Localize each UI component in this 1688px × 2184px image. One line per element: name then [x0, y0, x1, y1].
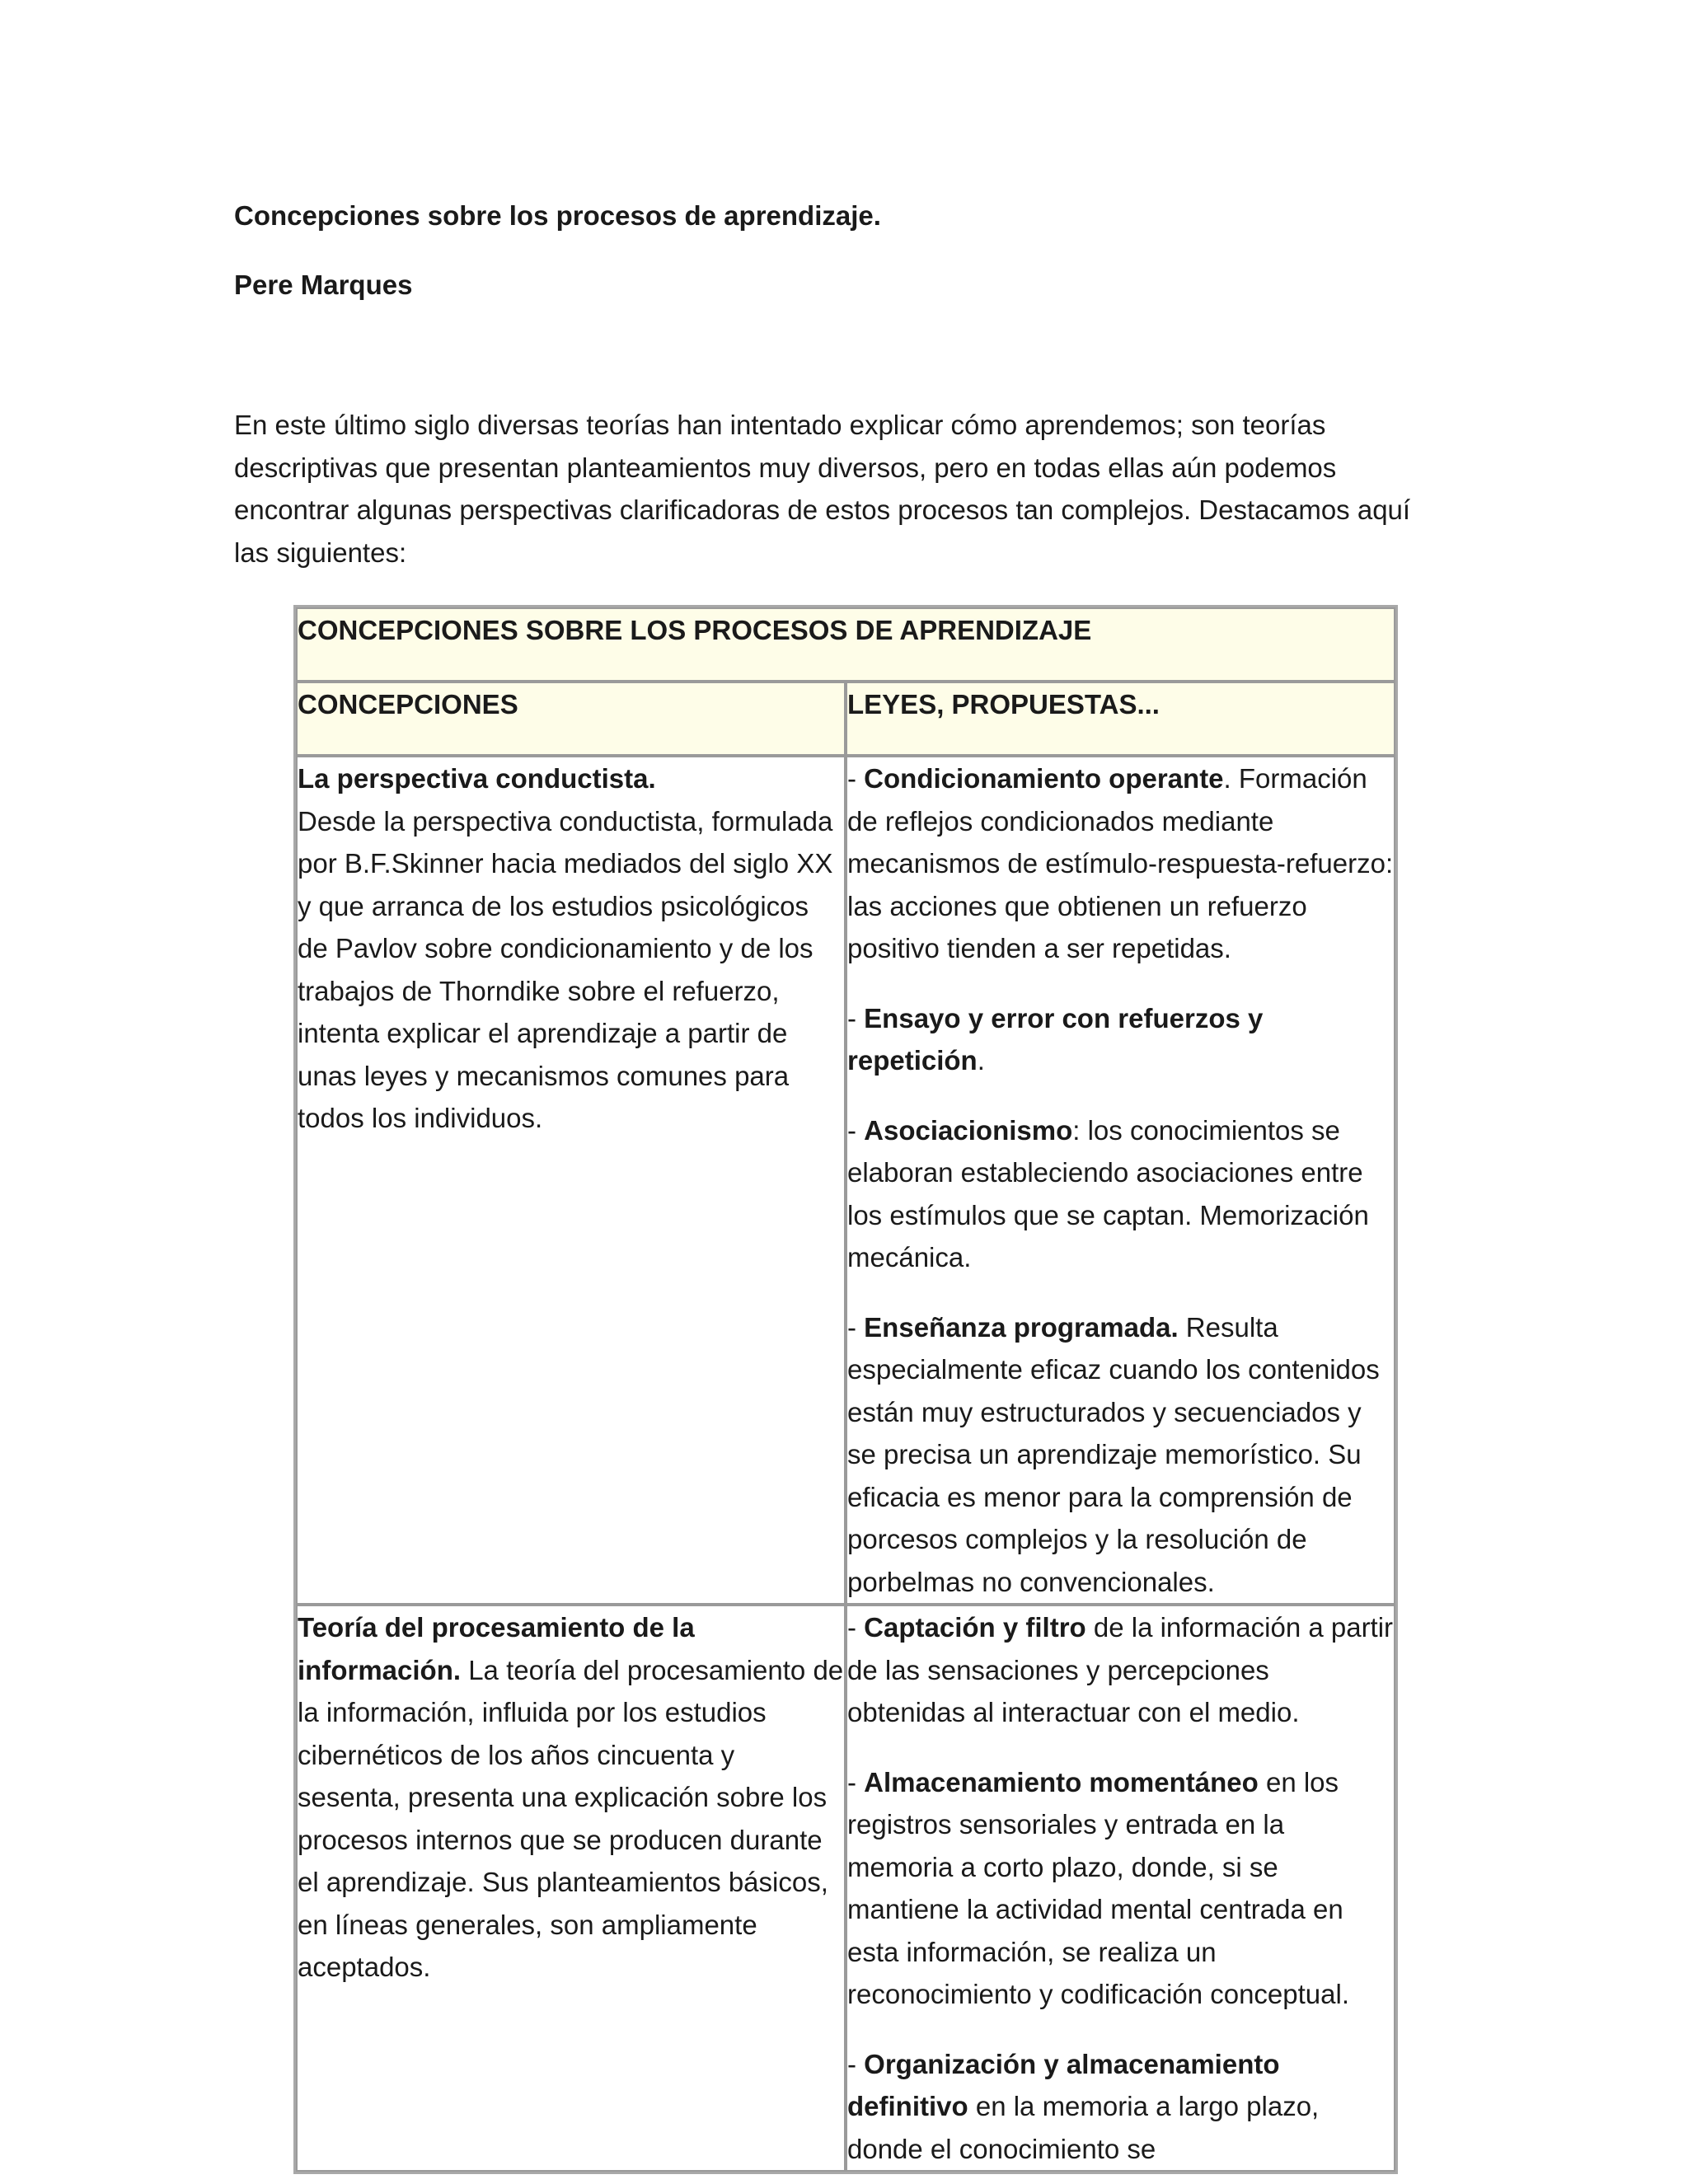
- document-title: Concepciones sobre los procesos de aprendizaje.: [234, 200, 881, 231]
- intro-paragraph: En este último siglo diversas teorías han intentado explicar cómo aprendemos; son teorías descriptivas que presentan planteamientos muy diversos, pero en todas ellas aún podemos encontrar algunas perspectivas clarificadoras de estos procesos tan complejos. Destacamos aquí las siguientes:: [234, 410, 1411, 568]
- item-term: Asociacionismo: [864, 1114, 1073, 1146]
- list-item: - Captación y filtro de la información a partir de las sensaciones y percepciones obtenidas al interactuar con el medio.: [847, 1612, 1394, 1727]
- list-item: - Asociacionismo: los conocimientos se elaboran estableciendo asociaciones entre los estímulos que se captan. Memorización mecánica.: [847, 1114, 1369, 1272]
- document-author: Pere Marques: [234, 269, 413, 300]
- concept-text: Desde la perspectiva conductista, formulada por B.F.Skinner hacia mediados del siglo XX y que arranca de los estudios psicológicos de Pavlov sobre condicionamiento y de los trabajos de Thorndike sobre el refuerzo, intenta explicar el aprendizaje a partir de unas leyes y mecanismos comunes para todos los individuos.: [298, 805, 833, 1133]
- concept-text: La teoría del procesamiento de la información, influida por los estudios cibernéticos de los años cincuenta y sesenta, presenta una explicación sobre los procesos internos que se producen durante el aprendizaje. Sus planteamientos básicos, en líneas generales, son ampliamente aceptados.: [298, 1654, 844, 1982]
- item-term: Organización y almacenamiento definitivo: [847, 2048, 1280, 2121]
- concept-cell: [296, 756, 846, 1605]
- table-header-row: [296, 682, 1395, 756]
- table-row: [296, 1605, 1395, 2172]
- item-text: Resulta especialmente eficaz cuando los contenidos están muy estructurados y secuenciados y se precisa un aprendizaje memorístico. Su eficacia es menor para la comprensión de porcesos complejos y la resolución de porbelmas no convencionales.: [847, 1311, 1380, 1597]
- item-term: Captación y filtro: [864, 1612, 1086, 1643]
- item-term: Ensayo y error con refuerzos y repetición: [847, 1002, 1264, 1076]
- laws-cell: [846, 756, 1395, 1605]
- item-term: Almacenamiento momentáneo: [864, 1766, 1259, 1797]
- item-text: en la memoria a largo plazo, donde el conocimiento se: [847, 2091, 1320, 2164]
- table-row: [296, 756, 1395, 1605]
- item-text: en los registros sensoriales y entrada en la memoria a corto plazo, donde, si se mantiene la actividad mental centrada en esta información, se realiza un reconocimiento y codificación conceptual.: [847, 1766, 1350, 2009]
- column-header-concepciones: CONCEPCIONES: [296, 682, 846, 756]
- item-term: Condicionamiento operante: [864, 763, 1224, 794]
- list-item: - Enseñanza programada. Resulta especialmente eficaz cuando los contenidos están muy estructurados y secuenciados y se precisa un aprendizaje memorístico. Su eficacia es menor para la comprensión de porcesos complejos y la resolución de porbelmas no convencionales.: [847, 1311, 1380, 1597]
- item-text: : los conocimientos se elaboran estableciendo asociaciones entre los estímulos que se captan. Memorización mecánica.: [847, 1114, 1369, 1272]
- item-text: . Formación de reflejos condicionados mediante mecanismos de estímulo-respuesta-refuerzo: las acciones que obtienen un refuerzo positivo tienden a ser repetidas.: [847, 763, 1394, 963]
- item-text: de la información a partir de las sensaciones y percepciones obtenidas al interactuar con el medio.: [847, 1612, 1394, 1727]
- list-item: - Ensayo y error con refuerzos y repetición.: [847, 1002, 1264, 1076]
- concept-cell: [296, 1605, 846, 2172]
- list-item: - Organización y almacenamiento definitivo en la memoria a largo plazo, donde el conocimiento se: [847, 2048, 1320, 2164]
- column-header-leyes: LEYES, PROPUESTAS...: [846, 682, 1395, 756]
- list-item: - Almacenamiento momentáneo en los registros sensoriales y entrada en la memoria a corto plazo, donde, si se mantiene la actividad mental centrada en esta información, se realiza un reconocimiento y codificación conceptual.: [847, 1766, 1350, 2009]
- list-item: - Condicionamiento operante. Formación de reflejos condicionados mediante mecanismos de estímulo-respuesta-refuerzo: las acciones que obtienen un refuerzo positivo tienden a ser repetidas.: [847, 763, 1394, 963]
- item-text: .: [977, 1045, 985, 1076]
- concepts-table: [293, 605, 1398, 2174]
- concept-name: La perspectiva conductista.: [298, 763, 656, 794]
- laws-cell: [846, 1605, 1395, 2172]
- item-term: Enseñanza programada.: [864, 1311, 1179, 1343]
- table-title-row: [296, 607, 1395, 682]
- concept-name: Teoría del procesamiento de la información.: [298, 1612, 695, 1685]
- table-title: CONCEPCIONES SOBRE LOS PROCESOS DE APRENDIZAJE: [296, 607, 1395, 682]
